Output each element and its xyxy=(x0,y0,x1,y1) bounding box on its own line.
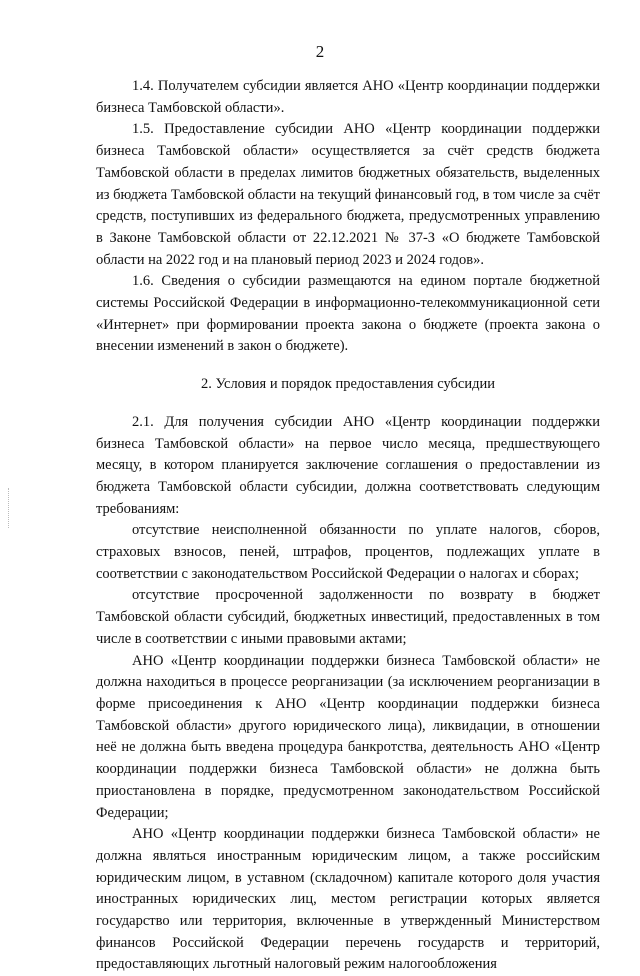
paragraph-1-4: 1.4. Получателем субсидии является АНО «Центр координации поддержки бизнеса Тамбовской области». xyxy=(96,78,600,116)
section-2-heading: 2. Условия и порядок предоставления субсидии xyxy=(200,376,495,393)
requirement-no-reorganization: АНО «Центр координации поддержки бизнеса Тамбовской области» не должна находиться в процессе реорганизации (за исключением реорганизации в форме присоединения к АНО «Центр координации поддержки бизнеса Тамбовской области» другого юридического лица), ликвидации, в отношении неё не должна быть введена процедура банкротства, деятельность АНО «Центр координации поддержки бизнеса Тамбовской области» не должна быть приостановлена в порядке, предусмотренном законодательством Российской Федерации; xyxy=(96,652,600,821)
margin-scan-mark xyxy=(8,488,11,528)
page-number: 2 xyxy=(315,42,325,61)
paragraph-1-6: 1.6. Сведения о субсидии размещаются на едином портале бюджетной системы Российской Федерации в информационно-телекоммуникационной сети «Интернет» при формировании проекта закона о бюджете (проекта закона о внесении изменений в закон о бюджете). xyxy=(96,273,600,355)
paragraph-2-1: 2.1. Для получения субсидии АНО «Центр координации поддержки бизнеса Тамбовской области» на первое число месяца, предшествующего месяцу, в котором планируется заключение соглашения о предоставлении из бюджета Тамбовской области субсидии, должна соответствовать следующим требованиям: xyxy=(96,413,600,517)
paragraph-1-5: 1.5. Предоставление субсидии АНО «Центр координации поддержки бизнеса Тамбовской области» осуществляется за счёт средств бюджета Тамбовской области в пределах лимитов бюджетных обязательств, выделенных из бюджета Тамбовской области на текущий финансовый год, в том числе за счёт средств, поступивших из федерального бюджета, предусмотренных управлению в Законе Тамбовской области от 22.12.2021 № 37-З «О бюджете Тамбовской области на 2022 год и на плановый период 2023 и 2024 годов». xyxy=(96,121,600,268)
document-body xyxy=(96,76,600,976)
requirement-no-tax-debt: отсутствие неисполненной обязанности по уплате налогов, сборов, страховых взносов, пеней, штрафов, процентов, подлежащих уплате в соответствии с законодательством Российской Федерации о налогах и сборах; xyxy=(96,522,600,582)
requirement-no-overdue-debt: отсутствие просроченной задолженности по возврату в бюджет Тамбовской области субсидий, бюджетных инвестиций, предоставленных в том числе в соответствии с иными правовыми актами; xyxy=(96,587,600,647)
requirement-not-foreign-entity: АНО «Центр координации поддержки бизнеса Тамбовской области» не должна являться иностранным юридическим лицом, а также российским юридическим лицом, в уставном (складочном) капитале которого доля участия иностранных юридических лиц, местом регистрации которых является государство или территория, включенные в утвержденный Министерством финансов Российской Федерации перечень государств и территорий, предоставляющих льготный налоговый режим налогообложения xyxy=(96,826,600,973)
